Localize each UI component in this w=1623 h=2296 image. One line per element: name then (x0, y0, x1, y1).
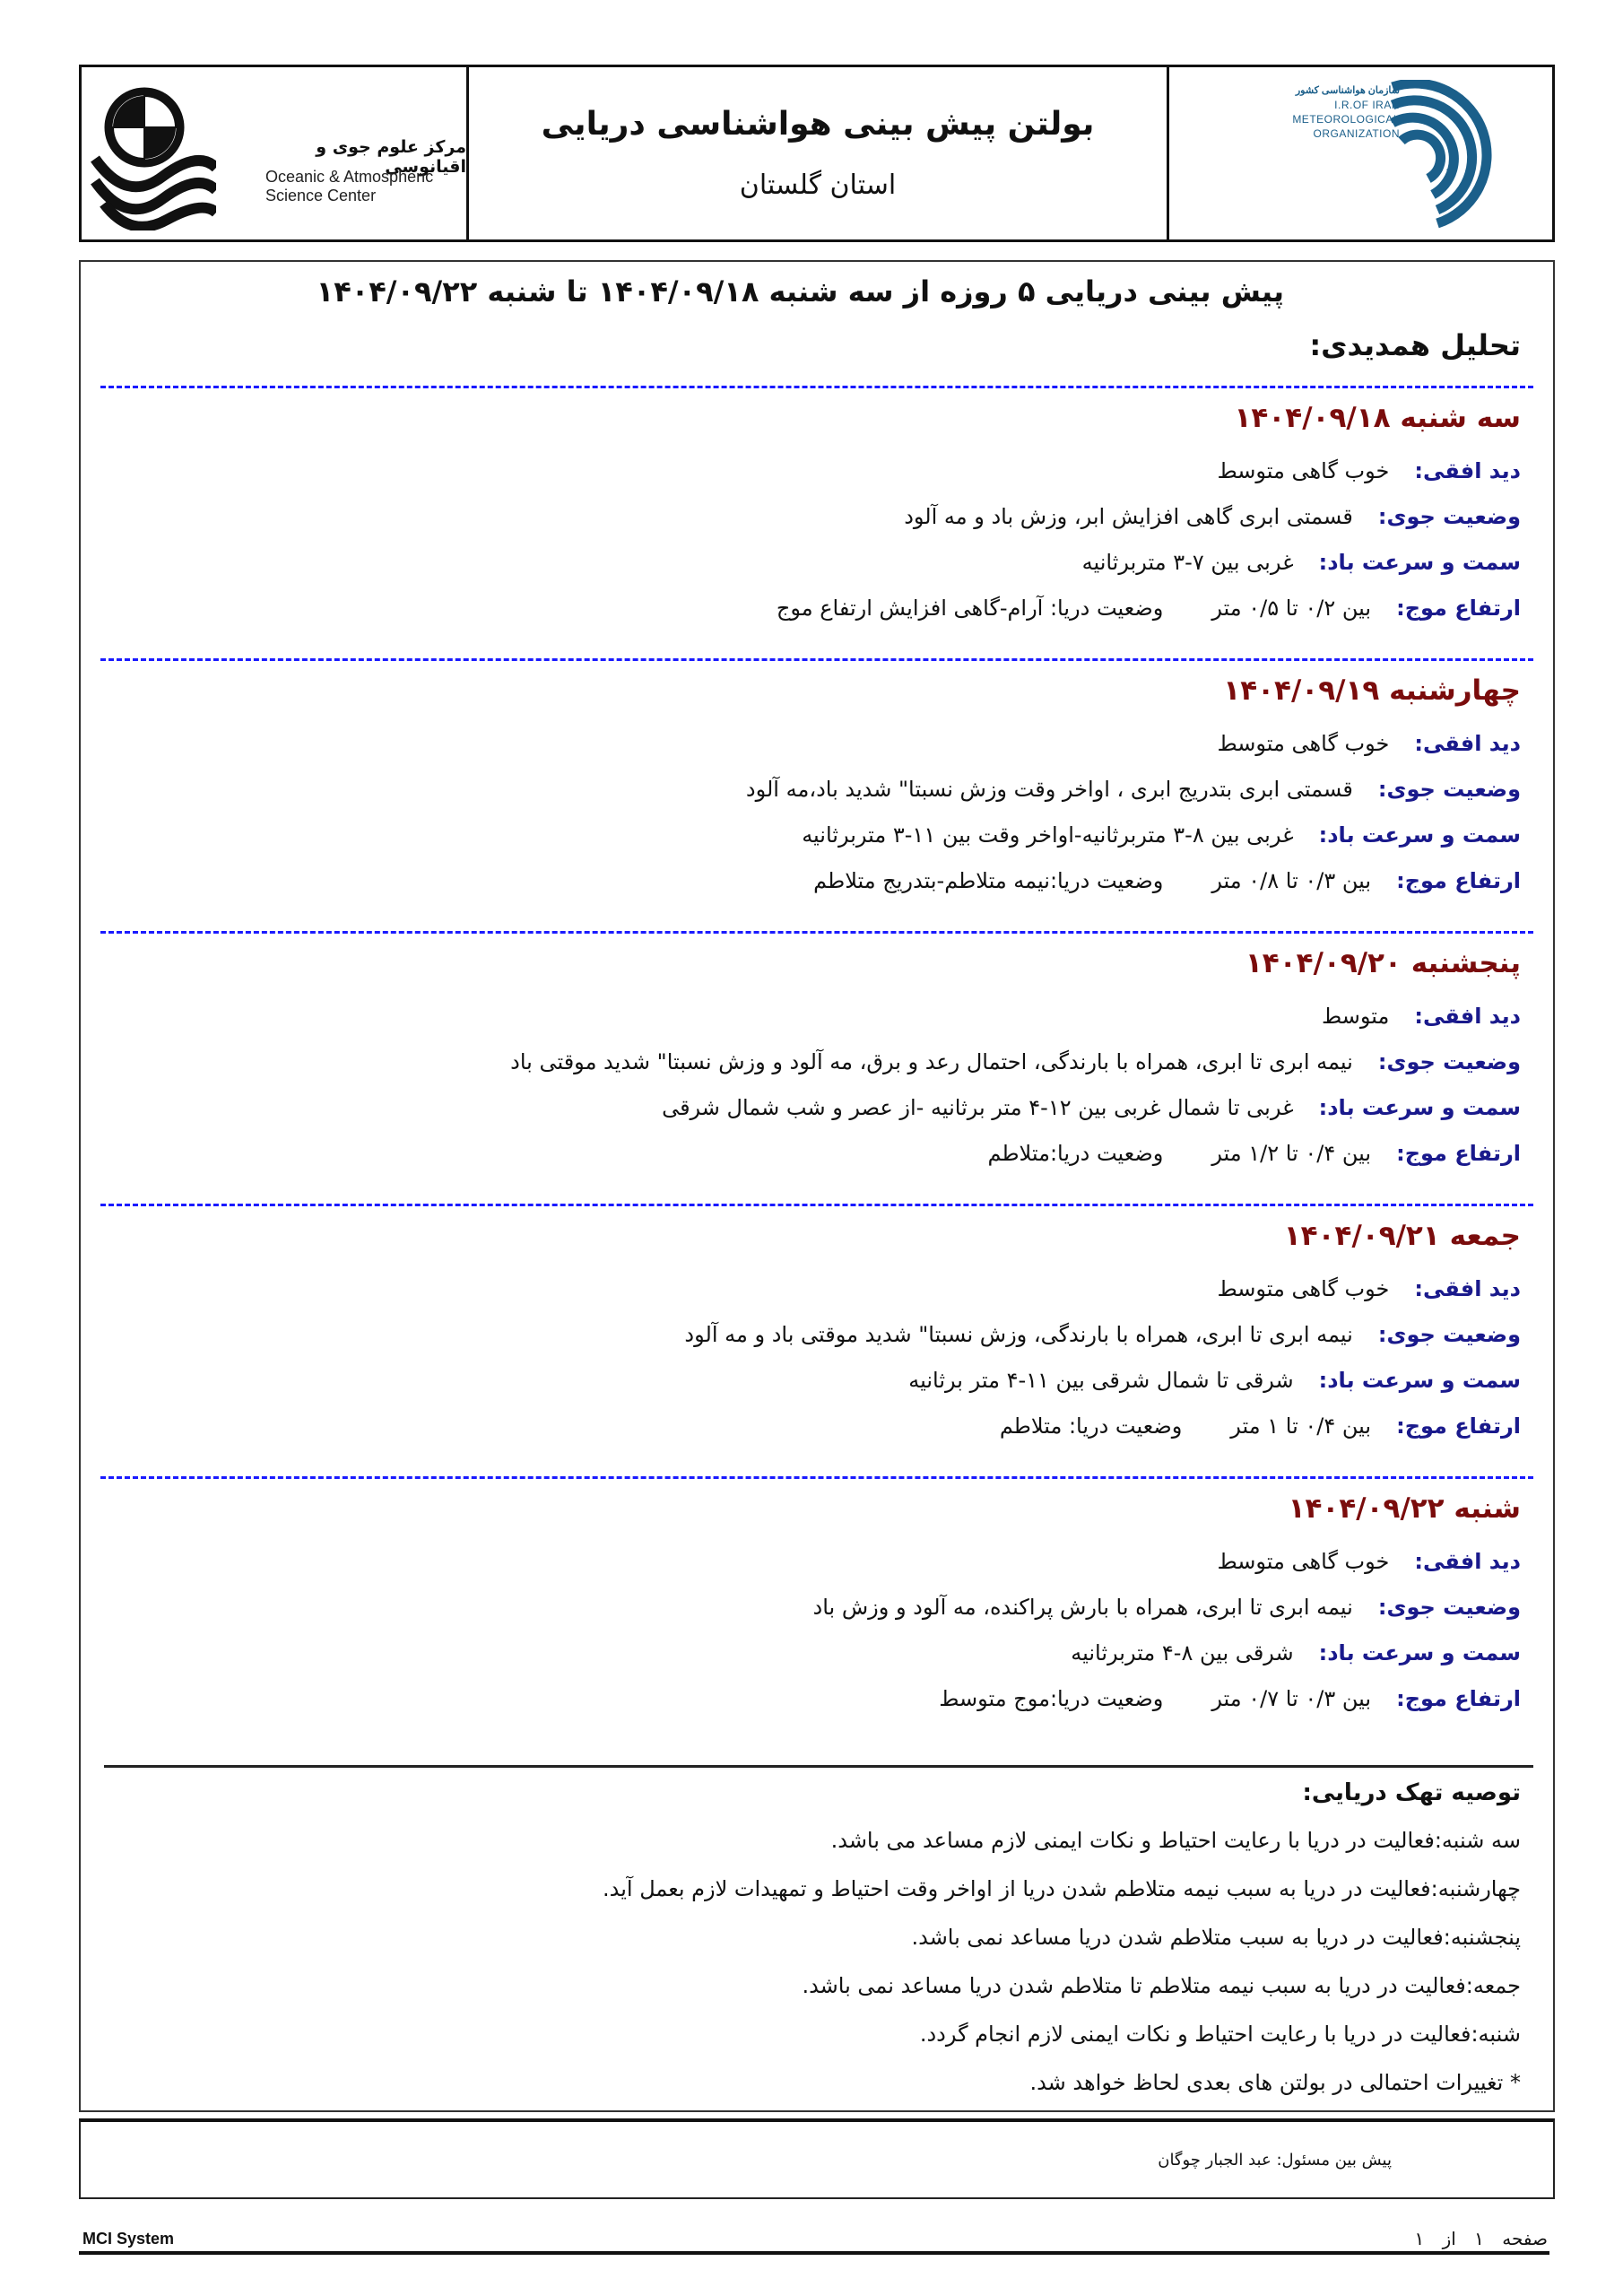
recommendation-item: چهارشنبه:فعالیت در دریا به سبب نیمه متلاطم شدن دریا از اواخر وقت احتیاط و تمهیدات لازم بعمل آید. (602, 1876, 1521, 1901)
wind-row (100, 1631, 1521, 1676)
wind-label: سمت و سرعت باد: (1318, 1368, 1521, 1393)
wind-label: سمت و سرعت باد: (1318, 1640, 1521, 1665)
section-divider (100, 658, 1533, 661)
irimo-name-en-line2: METEOROLOGICAL (1292, 113, 1400, 126)
oasc-name-en (265, 168, 433, 205)
forecaster (1158, 2151, 1392, 2170)
recommendation-item: شنبه:فعالیت در دریا با رعایت احتیاط و نکات ایمنی لازم انجام گردد. (919, 2022, 1521, 2047)
recommendation-divider (104, 1765, 1533, 1768)
visibility-row (100, 448, 1521, 494)
page-label: صفحه (1502, 2228, 1548, 2249)
sea-state-value: وضعیت دریا:متلاطم (987, 1141, 1164, 1166)
sea-state-value: وضعیت دریا:موج متوسط (939, 1686, 1164, 1711)
irimo-name-fa: سازمان هواشناسی کشور (1295, 85, 1400, 96)
wind-label: سمت و سرعت باد: (1318, 1095, 1521, 1120)
wind-row (100, 813, 1521, 858)
wave-label: ارتفاع موج: (1396, 868, 1521, 893)
wind-row (100, 1085, 1521, 1131)
weather-label: وضعیت جوی: (1377, 1595, 1521, 1620)
irimo-logo-icon (1384, 80, 1527, 232)
sea-state-value: وضعیت دریا: متلاطم (999, 1413, 1183, 1439)
wave-value: بین ۰/۴ تا ۱/۲ متر (1211, 1141, 1372, 1166)
wind-row (100, 540, 1521, 586)
wind-label: سمت و سرعت باد: (1318, 550, 1521, 575)
oasc-name-en-line2: Science Center (265, 187, 377, 204)
wave-label: ارتفاع موج: (1396, 596, 1521, 621)
weather-row (100, 494, 1521, 540)
day-title: سه شنبه ۱۴۰۴/۰۹/۱۸ (1234, 402, 1521, 434)
wave-value: بین ۰/۲ تا ۰/۵ متر (1211, 596, 1372, 621)
forecast-body (79, 260, 1555, 2112)
visibility-label: دید افقی: (1414, 731, 1521, 756)
day-forecast (100, 1487, 1521, 1722)
page-current: ۱ (1474, 2228, 1484, 2249)
visibility-row (100, 1539, 1521, 1585)
page-of: از (1442, 2228, 1456, 2249)
visibility-label: دید افقی: (1414, 1004, 1521, 1029)
visibility-value: متوسط (1321, 1004, 1390, 1029)
wave-value: بین ۰/۴ تا ۱ متر (1230, 1413, 1372, 1439)
weather-row (100, 1585, 1521, 1631)
wave-value: بین ۰/۳ تا ۰/۸ متر (1211, 868, 1372, 893)
weather-label: وضعیت جوی: (1377, 777, 1521, 802)
signature-box (79, 2118, 1555, 2199)
wave-label: ارتفاع موج: (1396, 1141, 1521, 1166)
weather-label: وضعیت جوی: (1377, 1049, 1521, 1074)
system-name: MCI System (82, 2230, 175, 2248)
wind-value: شرقی تا شمال شرقی بین ۱۱-۴ متر برثانیه (908, 1368, 1294, 1393)
weather-row (100, 767, 1521, 813)
wind-value: شرقی بین ۸-۴ متربرثانیه (1071, 1640, 1294, 1665)
weather-value: نیمه ابری تا ابری، همراه با بارندگی، احتمال رعد و برق، مه آلود و وزش نسبتا" شدید موقتی باد (510, 1049, 1353, 1074)
wave-row (100, 1131, 1521, 1177)
visibility-value: خوب گاهی متوسط (1217, 731, 1390, 756)
province-name: استان گلستان (739, 170, 897, 201)
section-divider (100, 386, 1533, 388)
wave-label: ارتفاع موج: (1396, 1686, 1521, 1711)
weather-row (100, 1312, 1521, 1358)
visibility-value: خوب گاهی متوسط (1217, 458, 1390, 483)
weather-value: قسمتی ابری گاهی افزایش ابر، وزش باد و مه آلود (904, 504, 1353, 529)
oasc-name-en-line1: Oceanic & Atmospheric (265, 168, 434, 186)
section-divider (100, 931, 1533, 934)
day-forecast (100, 669, 1521, 904)
synoptic-analysis-label: تحلیل همدیدی: (1309, 328, 1521, 362)
visibility-row (100, 994, 1521, 1039)
day-forecast (100, 942, 1521, 1177)
sea-state-value: وضعیت دریا: آرام-گاهی افزایش ارتفاع موج (776, 596, 1164, 621)
wave-label: ارتفاع موج: (1396, 1413, 1521, 1439)
visibility-label: دید افقی: (1414, 458, 1521, 483)
day-forecast (100, 396, 1521, 631)
header-title-cell (469, 67, 1169, 239)
footer-rule (79, 2251, 1549, 2255)
wind-value: غربی بین ۸-۳ متربرثانیه-اواخر وقت بین ۱۱-۳ متربرثانیه (802, 822, 1294, 848)
bulletin-header (79, 65, 1555, 242)
page-total: ۱ (1414, 2228, 1425, 2249)
wave-row (100, 858, 1521, 904)
sea-state-value: وضعیت دریا:نیمه متلاطم-بتدریج متلاطم (813, 868, 1164, 893)
wind-value: غربی تا شمال غربی بین ۱۲-۴ متر برثانیه -از عصر و شب شمال شرقی (662, 1095, 1294, 1120)
forecast-period-title: پیش بینی دریایی ۵ روزه از سه شنبه ۱۴۰۴/۰۹/۱۸ تا شنبه ۱۴۰۴/۰۹/۲۲ (316, 274, 1284, 309)
page-number (1414, 2228, 1548, 2249)
irimo-logo-cell (1169, 67, 1552, 239)
section-divider (100, 1476, 1533, 1479)
forecaster-label: پیش بین مسئول: (1276, 2151, 1392, 2170)
day-forecast (100, 1214, 1521, 1449)
weather-value: نیمه ابری تا ابری، همراه با بارندگی، وزش نسبتا" شدید موقتی باد و مه آلود (684, 1322, 1353, 1347)
wind-label: سمت و سرعت باد: (1318, 822, 1521, 848)
recommendation-item: جمعه:فعالیت در دریا به سبب نیمه متلاطم تا متلاطم شدن دریا مساعد نمی باشد. (802, 1973, 1521, 1998)
wind-row (100, 1358, 1521, 1404)
day-title: چهارشنبه ۱۴۰۴/۰۹/۱۹ (1223, 674, 1521, 707)
weather-row (100, 1039, 1521, 1085)
wave-row (100, 586, 1521, 631)
visibility-label: دید افقی: (1414, 1549, 1521, 1574)
oasc-logo-cell (82, 67, 469, 239)
visibility-row (100, 1266, 1521, 1312)
visibility-row (100, 721, 1521, 767)
irimo-name-en-line1: I.R.OF IRAN (1334, 99, 1400, 111)
recommendation-item: پنجشنبه:فعالیت در دریا به سبب متلاطم شدن دریا مساعد نمی باشد. (911, 1925, 1521, 1950)
day-title: جمعه ۱۴۰۴/۰۹/۲۱ (1283, 1220, 1521, 1252)
wave-row (100, 1676, 1521, 1722)
forecaster-name: عبد الجبار چوگان (1158, 2151, 1271, 2170)
wave-row (100, 1404, 1521, 1449)
section-divider (100, 1204, 1533, 1206)
disclaimer-note: * تغییرات احتمالی در بولتن های بعدی لحاظ خواهد شد. (1029, 2070, 1521, 2095)
visibility-value: خوب گاهی متوسط (1217, 1549, 1390, 1574)
weather-label: وضعیت جوی: (1377, 504, 1521, 529)
visibility-value: خوب گاهی متوسط (1217, 1276, 1390, 1301)
weather-value: قسمتی ابری بتدریج ابری ، اواخر وقت وزش نسبتا" شدید باد،مه آلود (745, 777, 1353, 802)
wave-value: بین ۰/۳ تا ۰/۷ متر (1211, 1686, 1372, 1711)
bulletin-title: بولتن پیش بینی هواشناسی دریایی (541, 106, 1095, 143)
oasc-name-fa: مرکز علوم جوی و اقیانوسی (316, 137, 466, 177)
day-title: شنبه ۱۴۰۴/۰۹/۲۲ (1288, 1492, 1521, 1525)
visibility-label: دید افقی: (1414, 1276, 1521, 1301)
oasc-logo-icon (91, 78, 216, 230)
recommendation-title: توصیه تهک دریایی: (1302, 1779, 1521, 1806)
day-title: پنجشنبه ۱۴۰۴/۰۹/۲۰ (1245, 947, 1521, 979)
irimo-name-en-line3: ORGANIZATION (1313, 127, 1400, 140)
wind-value: غربی بین ۷-۳ متربرثانیه (1081, 550, 1294, 575)
weather-label: وضعیت جوی: (1377, 1322, 1521, 1347)
recommendation-item: سه شنبه:فعالیت در دریا با رعایت احتیاط و نکات ایمنی لازم مساعد می باشد. (830, 1828, 1521, 1853)
weather-value: نیمه ابری تا ابری، همراه با بارش پراکنده، مه آلود و وزش باد (812, 1595, 1353, 1620)
